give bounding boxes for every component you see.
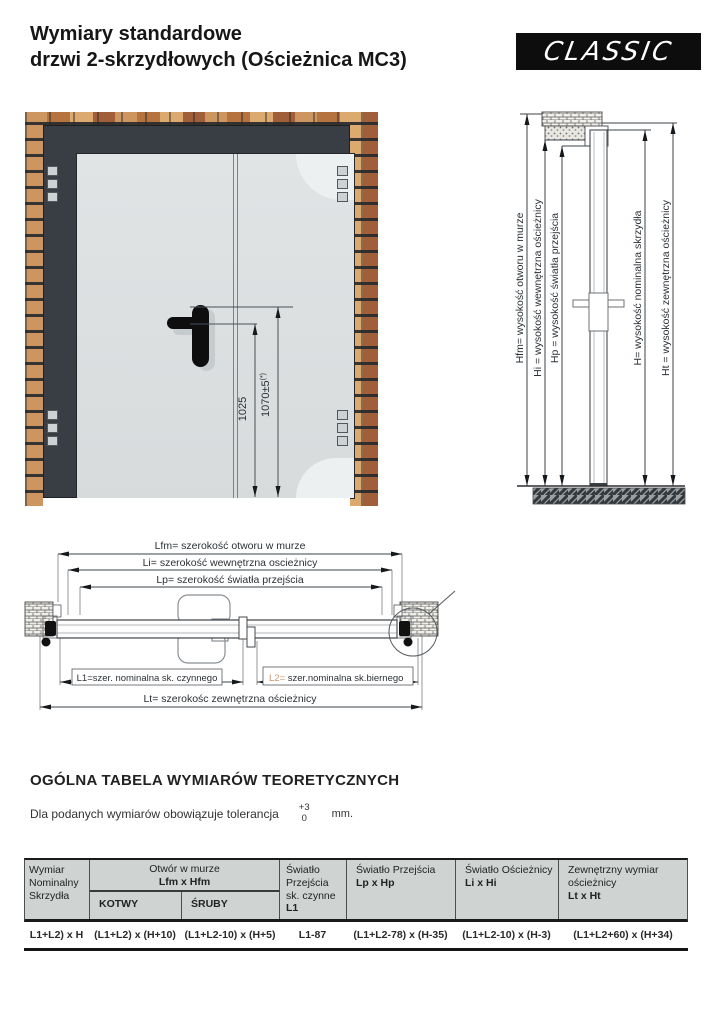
dim-label-l1: L1=szer. nominalna sk. czynnego — [76, 673, 218, 684]
page-title-line2: drzwi 2-skrzydłowych (Ościeżnica MC3) — [30, 48, 407, 71]
dim-label-lt: Lt= szerokośc zewnętrzna ościeżnicy — [143, 693, 317, 705]
table-heading: OGÓLNA TABELA WYMIARÓW TEORETYCZNYCH — [30, 772, 400, 789]
door-slab-section — [573, 130, 624, 486]
front-dimension-lines — [25, 112, 378, 506]
dim-label-lfm: Lfm= szerokość otworu w murze — [154, 540, 306, 552]
dim-label-hp: Hp = wysokość światła przejścia — [549, 212, 561, 364]
dim-label-hfm: Hfm= wysokość otworu w murze — [514, 212, 526, 364]
tolerance-text: Dla podanych wymiarów obowiązuje tolerancja — [30, 806, 279, 821]
front-elevation-drawing — [25, 112, 378, 506]
cell-lp-hp: (L1+L2-78) x (H-35) — [353, 929, 448, 941]
col-header-otwor: Otwór w murze Lfm x Hfm — [90, 860, 280, 892]
cell-lt-ht: (L1+L2+60) x (H+34) — [573, 929, 673, 941]
vertical-section-drawing — [505, 108, 690, 520]
col-header-swiatlo-czynne: Światło Przejścia sk. czynne L1 — [280, 860, 347, 919]
tolerance-note — [30, 803, 353, 825]
dim-label-hi: Hi = wysokość wewnętrzna ościeżnicy — [532, 199, 544, 377]
tolerance-lower: 0 — [301, 812, 307, 824]
tolerance-upper: +3 — [298, 802, 310, 813]
dim-label-1025: 1025 — [237, 396, 249, 422]
cell-nominal: L1+L2) x H — [29, 929, 84, 941]
door-plan-section — [42, 591, 456, 656]
brand-badge-label: CLASSIC — [541, 36, 676, 67]
col-header-lp-hp: Światło Przejścia Lp x Hp — [347, 860, 456, 919]
dimension-table — [24, 858, 688, 951]
horizontal-section-drawing — [15, 535, 460, 725]
page-title-line1: Wymiary standardowe — [30, 23, 242, 45]
dim-label-l2: L2= szer.nominalna sk.biernego — [269, 673, 404, 684]
dim-label-lp: Lp= szerokość światła przejścia — [156, 574, 304, 586]
col-header-nominal: Wymiar Nominalny Skrzydła — [25, 860, 90, 919]
cell-l1: L1-87 — [298, 929, 327, 941]
col-header-li-hi: Światło Ościeżnicy Li x Hi — [456, 860, 559, 919]
dim-label-ht: Ht = wysokość zewnętrzna ościeżnicy — [660, 200, 672, 376]
floor-hatch — [517, 486, 685, 504]
col-header-sruby: ŚRUBY — [182, 892, 280, 919]
brand-badge — [516, 33, 701, 70]
tolerance-values — [299, 803, 310, 825]
cell-li-hi: (L1+L2-10) x (H-3) — [462, 929, 551, 941]
dim-label-1070: 1070±5(*) — [260, 372, 272, 418]
dim-label-h: H= wysokość nominalna skrzydła — [632, 210, 644, 366]
table-header — [24, 858, 688, 922]
cell-sruby: (L1+L2-10) x (H+5) — [184, 929, 276, 941]
tolerance-unit: mm. — [331, 807, 354, 820]
cell-kotwy: (L1+L2) x (H+10) — [94, 929, 176, 941]
col-header-kotwy: KOTWY — [90, 892, 182, 919]
col-header-lt-ht: Zewnętrzny wymiar ościeżnicy Lt x Ht — [568, 864, 659, 902]
dim-label-li: Li= szerokość wewnętrzna oscieżnicy — [142, 557, 318, 569]
table-row — [24, 922, 688, 951]
page-title — [30, 22, 407, 73]
